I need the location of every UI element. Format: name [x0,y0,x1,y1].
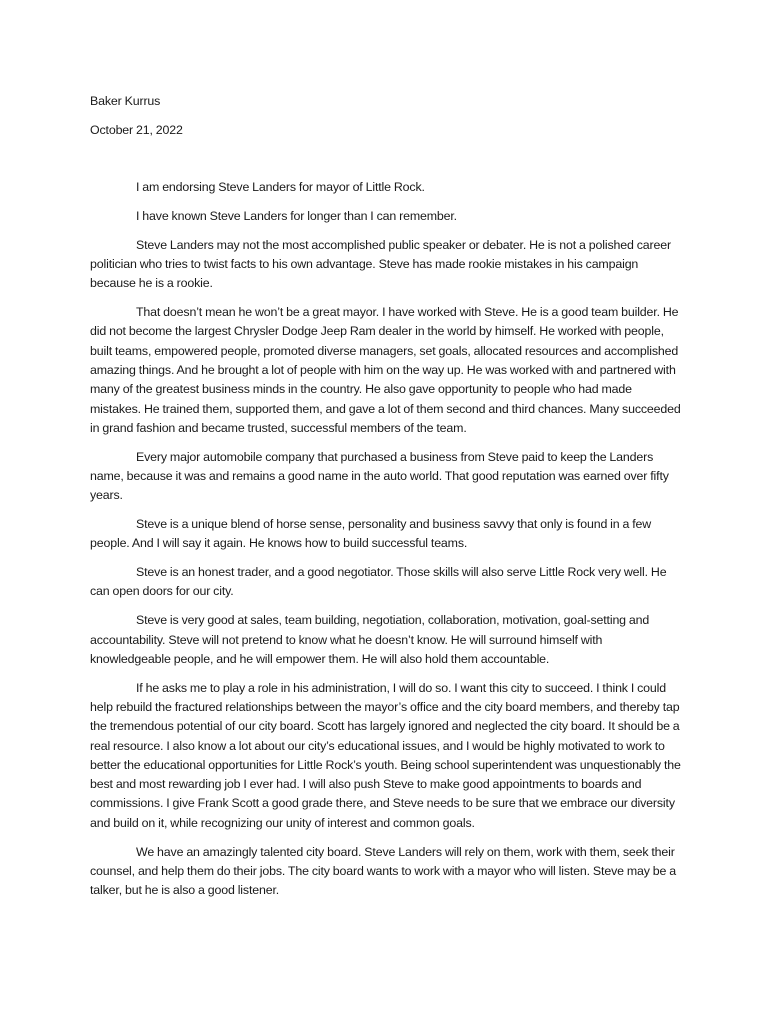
paragraph-honest-trader: Steve is an honest trader, and a good negotiator. Those skills will also serve Little Rock very well. He can open doors for our city. [90,565,667,599]
paragraph-endorsement: I am endorsing Steve Landers for mayor of Little Rock. [136,180,425,195]
paragraph-known: I have known Steve Landers for longer than I can remember. [136,208,457,223]
letter-body [90,92,682,910]
paragraph-landers-name: Every major automobile company that purchased a business from Steve paid to keep the Landers name, because it was and remains a good name in the auto world. That good reputation was earned over fifty years. [90,449,669,503]
author-name: Baker Kurrus [90,94,161,108]
letter-date: October 21, 2022 [90,122,183,137]
paragraph-rookie: Steve Landers may not the most accomplished public speaker or debater. He is not a polished career politician who tries to twist facts to his own advantage. Steve has made rookie mistakes in his campaign because he is a rookie. [90,237,671,291]
paragraph-horse-sense: Steve is a unique blend of horse sense, personality and business savvy that only is found in a few people. And I will say it again. He knows how to build successful teams. [90,517,652,551]
paragraph-city-board: We have an amazingly talented city board. Steve Landers will rely on them, work with them, seek their counsel, and help them do their jobs. The city board wants to work with a mayor who will listen. Steve may be a talker, but he is also a good listener. [90,844,677,898]
paragraph-team-builder: That doesn’t mean he won’t be a great mayor. I have worked with Steve. He is a good team builder. He did not become the largest Chrysler Dodge Jeep Ram dealer in the world by himself. He worked with people, built teams, empowered people, promoted diverse managers, set goals, allocated resources and accomplished amazing things. And he brought a lot of people with him on the way up. He was worked with and partnered with many of the greatest business minds in the country. He also gave opportunity to people who had made mistakes. He trained them, supported them, and gave a lot of them second and third chances. Many succeeded in grand fashion and became trusted, successful members of the team. [90,305,681,435]
paragraph-skills: Steve is very good at sales, team building, negotiation, collaboration, motivation, goal-setting and accountability. Steve will not pretend to know what he doesn’t know. He will surround himself with knowledgeable people, and he will empower them. He will also hold them accountable. [90,613,650,666]
paragraph-administration-role: If he asks me to play a role in his administration, I will do so. I want this city to succeed. I think I could help rebuild the fractured relationships between the mayor’s office and the city board members, and thereby tap the tremendous potential of our city board. Scott has largely ignored and neglected the city board. It should be a real resource. I also know a lot about our city’s educational issues, and I would be highly motivated to work to better the educational opportunities for Little Rock’s youth. Being school superintendent was unquestionably the best and most rewarding job I ever had. I will also push Steve to make good appointments to boards and commissions. I give Frank Scott a good grade there, and Steve needs to be sure that we embrace our diversity and build on it, while recognizing our unity of interest and common goals. [90,680,681,830]
